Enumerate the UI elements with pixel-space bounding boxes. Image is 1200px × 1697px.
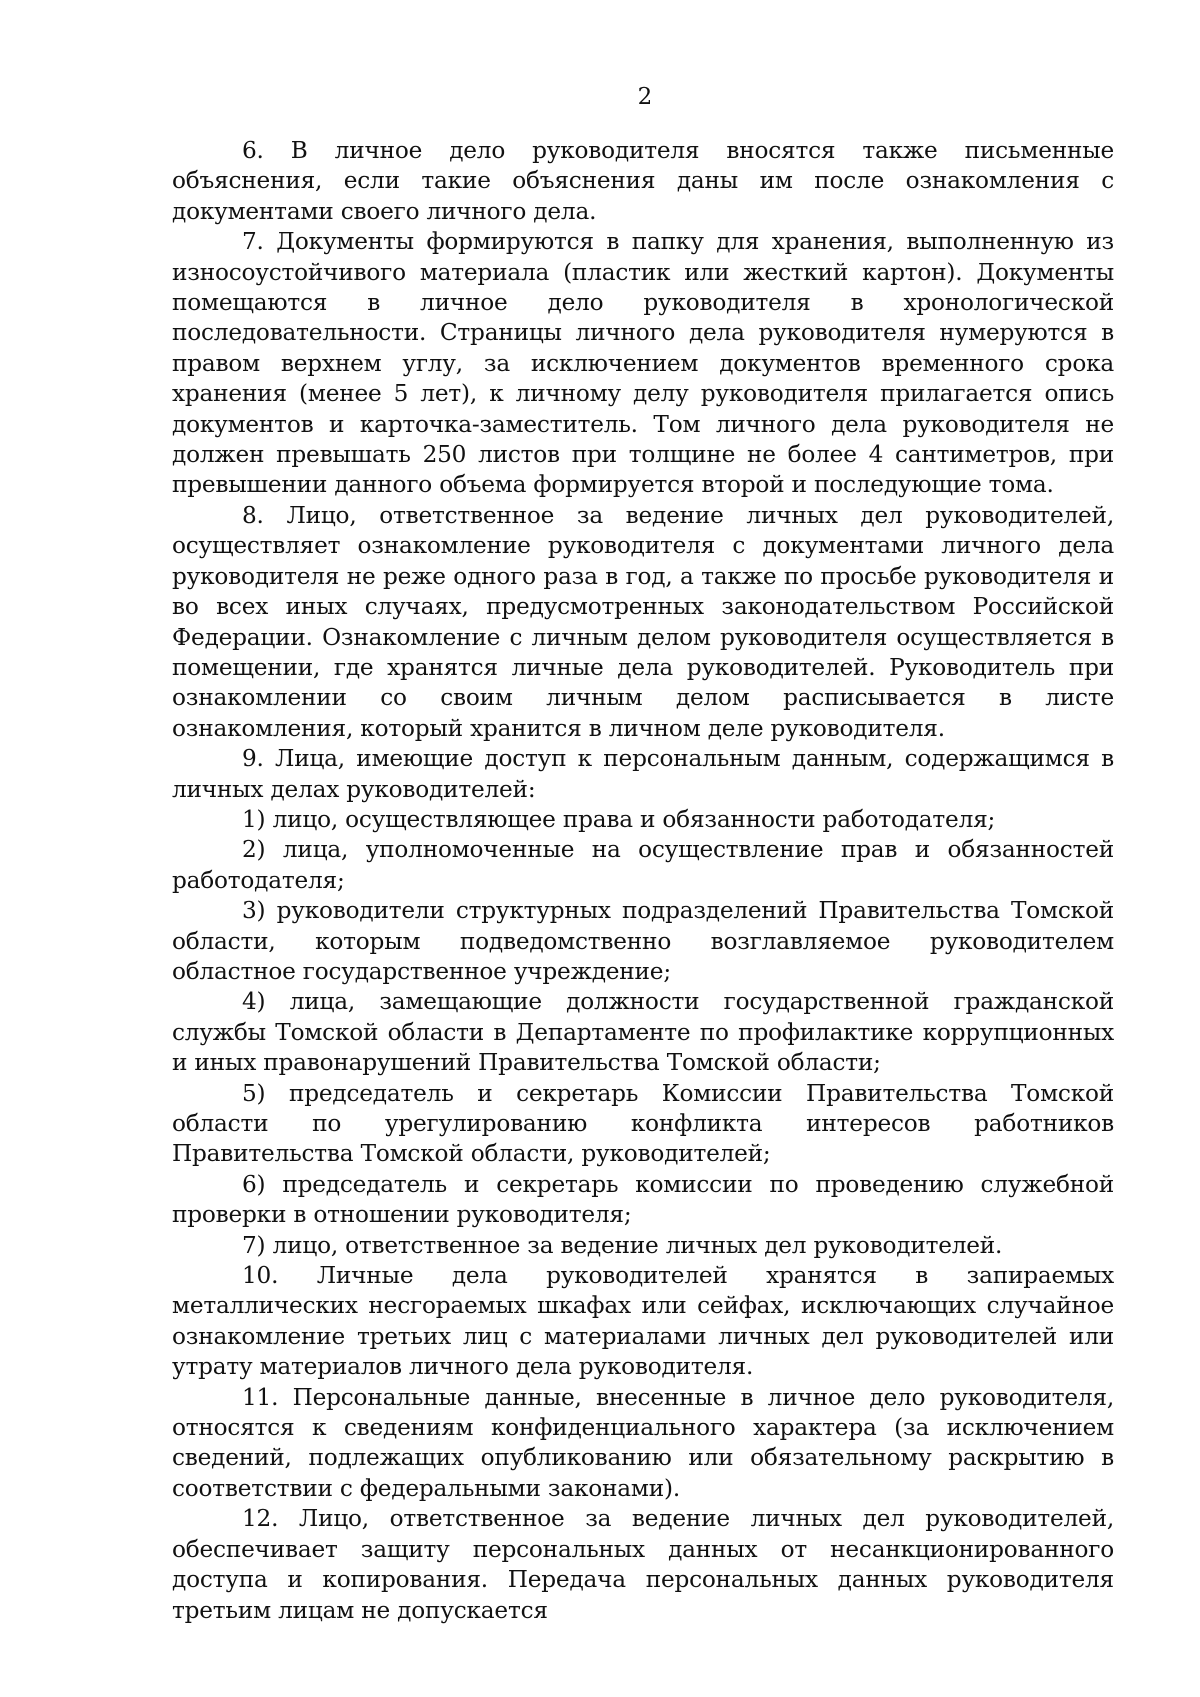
list-item-1: 1) лицо, осуществляющее права и обязанности работодателя; bbox=[242, 805, 996, 833]
list-item-6: 6) председатель и секретарь комиссии по проведению служебной проверки в отношении руководителя; bbox=[172, 1170, 1114, 1229]
paragraph-6: 6. В личное дело руководителя вносятся также письменные объяснения, если такие объяснения даны им после ознакомления с документами своего личного дела. bbox=[172, 137, 1114, 225]
list-item-3: 3) руководители структурных подразделений Правительства Томской области, которым подведомственно возглавляемое руководителем областное государственное учреждение; bbox=[172, 897, 1114, 985]
list-item-4: 4) лица, замещающие должности государственной гражданской службы Томской области в Департаменте по профилактике коррупционных и иных правонарушений Правительства Томской области; bbox=[172, 988, 1114, 1077]
document-body bbox=[172, 136, 1114, 1626]
paragraph-7: 7. Документы формируются в папку для хранения, выполненную из износоустойчивого материала (пластик или жесткий картон). Документы помещаются в личное дело руководителя в хронологической последовательности. Страницы личного дела руководителя нумеруются в правом верхнем углу, за исключением документов временного срока хранения (менее 5 лет), к личному делу руководителя прилагается опись документов и карточка-заместитель. Том личного дела руководителя не должен превышать 250 листов при толщине не более 4 сантиметров, при превышении данного объема формируется второй и последующие тома. bbox=[172, 228, 1114, 499]
list-item-2: 2) лица, уполномоченные на осуществление прав и обязанностей работодателя; bbox=[172, 836, 1114, 894]
paragraph-12: 12. Лицо, ответственное за ведение личных дел руководителей, обеспечивает защиту персональных данных от несанкционированного доступа и копирования. Передача персональных данных руководителя третьим лицам не допускается bbox=[172, 1505, 1114, 1624]
paragraph-10: 10. Личные дела руководителей хранятся в запираемых металлических несгораемых шкафах или сейфах, исключающих случайное ознакомление третьих лиц с материалами личных дел руководителей или утрату материалов личного дела руководителя. bbox=[172, 1262, 1114, 1381]
page-number: 2 bbox=[637, 84, 653, 110]
list-item-7: 7) лицо, ответственное за ведение личных дел руководителей. bbox=[242, 1231, 1003, 1259]
paragraph-9: 9. Лица, имеющие доступ к персональным данным, содержащимся в личных делах руководителей: bbox=[172, 745, 1114, 803]
paragraph-11: 11. Персональные данные, внесенные в личное дело руководителя, относятся к сведениям конфиденциального характера (за исключением сведений, подлежащих опубликованию или обязательному раскрытию в соответствии с федеральными законами). bbox=[172, 1383, 1114, 1502]
list-item-5: 5) председатель и секретарь Комиссии Правительства Томской области по урегулированию конфликта интересов работников Правительства Томской области, руководителей; bbox=[172, 1079, 1114, 1168]
paragraph-8: 8. Лицо, ответственное за ведение личных дел руководителей, осуществляет ознакомление руководителя с документами личного дела руководителя не реже одного раза в год, а также по просьбе руководителя и во всех иных случаях, предусмотренных законодательством Российской Федерации. Ознакомление с личным делом руководителя осуществляется в помещении, где хранятся личные дела руководителей. Руководитель при ознакомлении со своим личным делом расписывается в листе ознакомления, который хранится в личном деле руководителя. bbox=[172, 501, 1114, 742]
